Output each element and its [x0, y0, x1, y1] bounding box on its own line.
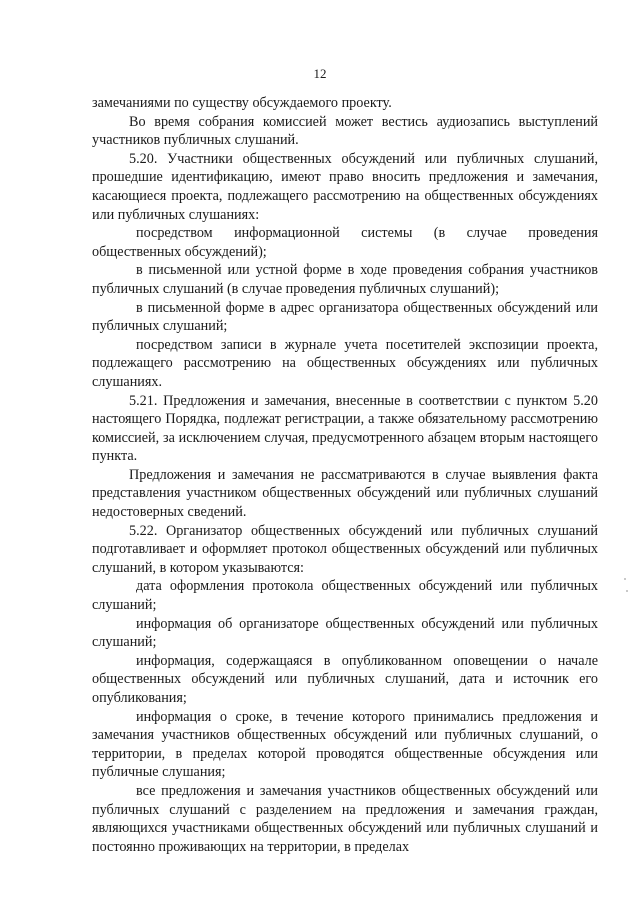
paragraph: замечаниями по существу обсуждаемого проекту. — [92, 95, 392, 111]
paragraph: информация, содержащаяся в опубликованном оповещении о начале общественных обсуждений или публичных слушаний, дата и источник его опубликования; — [92, 652, 598, 706]
paragraph: все предложения и замечания участников общественных обсуждений или публичных слушаний с разделением на предложения и замечания граждан, являющихся участниками общественных обсуждений или публичных слушаний и постоянно проживающих на территории, в пределах — [92, 782, 598, 855]
paragraph: Предложения и замечания не рассматриваются в случае выявления факта представления участником общественных обсуждений или публичных слушаний недостоверных сведений. — [92, 466, 598, 521]
paragraph: информация об организаторе общественных обсуждений или публичных слушаний; — [92, 615, 598, 651]
paragraph: посредством записи в журнале учета посетителей экспозиции проекта, подлежащего рассмотрению на общественных обсуждениях или публичных слушаниях. — [92, 336, 598, 390]
scan-speck — [624, 578, 626, 580]
scan-speck — [626, 590, 628, 592]
paragraph: дата оформления протокола общественных обсуждений или публичных слушаний; — [92, 578, 598, 614]
paragraph: в письменной или устной форме в ходе проведения собрания участников публичных слушаний (в случае проведения публичных слушаний); — [92, 262, 598, 297]
page-number: 12 — [313, 66, 327, 81]
paragraph: 5.21. Предложения и замечания, внесенные в соответствии с пунктом 5.20 настоящего Порядка, подлежат регистрации, а также обязательному рассмотрению комиссией, за исключением случая, предусмотренного абзацем вторым настоящего пункта. — [92, 392, 598, 465]
paragraph: информация о сроке, в течение которого принимались предложения и замечания участников общественных обсуждений или публичных слушаний, о территории, в пределах которой проводятся общественные обсуждения или публичные слушания; — [92, 708, 598, 781]
paragraph: Во время собрания комиссией может вестись аудиозапись выступлений участников публичных слушаний. — [92, 113, 598, 149]
paragraph: в письменной форме в адрес организатора общественных обсуждений или публичных слушаний; — [92, 299, 598, 335]
paragraph: 5.20. Участники общественных обсуждений или публичных слушаний, прошедшие идентификацию, имеют право вносить предложения и замечания, касающиеся проекта, подлежащего рассмотрению на общественных обсуждениях или публичных слушаниях: — [92, 150, 598, 223]
paragraph: 5.22. Организатор общественных обсуждений или публичных слушаний подготавливает и оформляет протокол общественных обсуждений или публичных слушаний, в котором указываются: — [92, 522, 598, 576]
paragraph: посредством информационной системы (в случае проведения общественных обсуждений); — [92, 225, 598, 260]
document-body — [92, 94, 598, 856]
